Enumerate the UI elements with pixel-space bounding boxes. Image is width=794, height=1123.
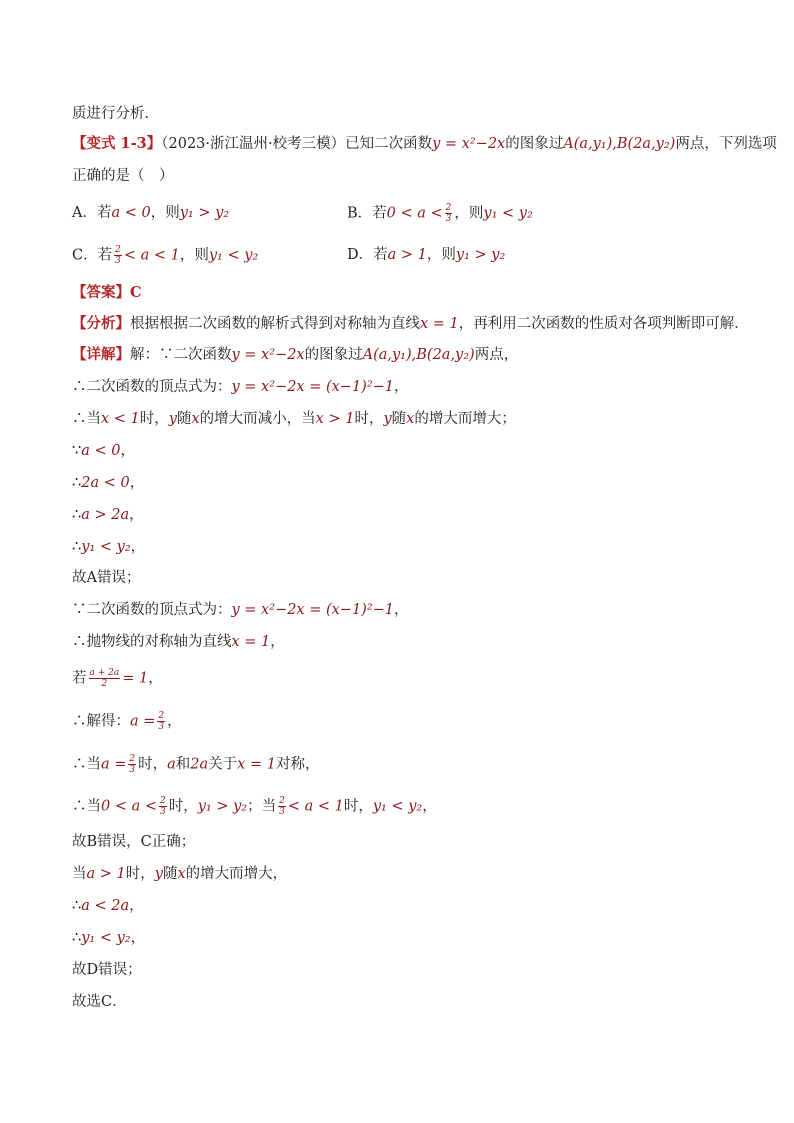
fraction: $\frac{a + 2a}{2}$ — [89, 668, 120, 689]
detail-line-8: 故A错误； — [72, 570, 141, 586]
detail-line-6: ∴a > 2a， — [72, 507, 144, 523]
detail-line-5: ∴2a < 0， — [72, 475, 145, 491]
question-points: A(a,y₁),B(2a,y₂) — [563, 136, 676, 152]
option-a: A．若a < 0，则y₁ > y₂ — [72, 205, 230, 221]
detail-line-7: ∴y₁ < y₂， — [72, 539, 146, 555]
answer-value: C — [130, 284, 142, 301]
question-source: （2023·浙江温州·校考三模） — [161, 136, 346, 152]
detail-line-3: ∴当x < 1时，y随x的增大而减小，当x > 1时，y随x的增大而增大； — [72, 411, 516, 427]
fraction: $\frac{2}{3}$ — [445, 203, 452, 224]
detail-line-2: ∴二次函数的顶点式为：y = x²−2x = (x−1)²−1， — [72, 379, 409, 395]
detail-line-20: 故选C． — [72, 994, 127, 1010]
detail-line-12: ∴解得：a = $\frac{2}{3}$ ， — [72, 711, 182, 732]
fraction: $\frac{2}{3}$ — [158, 711, 165, 732]
option-d: D．若a > 1，则y₁ > y₂ — [347, 247, 506, 263]
detail-line-14: ∴当0 < a < $\frac{2}{3}$ 时，y₁ > y₂；当 $\frac{2}{3}$ < a < 1时，y₁ < y₂， — [72, 796, 437, 817]
question-tag: 【变式 1-3】 — [72, 135, 162, 152]
detail-line-16: 当a > 1时，y随x的增大而增大， — [72, 866, 288, 882]
fraction: $\frac{2}{3}$ — [279, 796, 285, 817]
detail-line-4: ∵a < 0， — [72, 443, 135, 459]
detail-line-11: 若 $\frac{a + 2a}{2}$ = 1， — [72, 668, 163, 689]
detail-line-17: ∴a < 2a， — [72, 898, 144, 914]
detail-line-1: 【详解】解：∵二次函数y = x²−2x的图象过A(a,y₁),B(2a,y₂)两点， — [72, 346, 519, 363]
question-line-1: 【变式 1-3】（2023·浙江温州·校考三模）已知二次函数y = x²−2x的图象过A(a,y₁),B(2a,y₂)两点，下列选项 — [72, 135, 777, 152]
fraction: $\frac{2}{3}$ — [115, 245, 121, 266]
answer-line — [72, 283, 734, 303]
analysis-line: 【分析】根据根据二次函数的解析式得到对称轴为直线x = 1，再利用二次函数的性质对各项判断即可解． — [72, 315, 749, 332]
detail-line-19: 故D错误； — [72, 962, 142, 978]
analysis-tag: 【分析】 — [72, 315, 130, 332]
detail-line-13: ∴当a = $\frac{2}{3}$ 时，a和2a关于x = 1对称， — [72, 754, 320, 775]
intro-text: 质进行分析． — [72, 106, 159, 122]
detail-line-18: ∴y₁ < y₂， — [72, 930, 146, 946]
option-c: C．若 $\frac{2}{3}$ < a < 1，则y₁ < y₂ — [72, 245, 259, 266]
detail-line-10: ∴抛物线的对称轴为直线x = 1， — [72, 634, 285, 650]
detail-line-9: ∵二次函数的顶点式为：y = x²−2x = (x−1)²−1， — [72, 602, 409, 618]
question-line-2: 正确的是（ ） — [72, 168, 174, 184]
fraction: $\frac{2}{3}$ — [160, 796, 166, 817]
question-function: y = x²−2x — [432, 136, 506, 152]
option-b: B．若0 < a < $\frac{2}{3}$ ，则y₁ < y₂ — [347, 203, 533, 224]
fraction: $\frac{2}{3}$ — [129, 754, 136, 775]
detail-line-15: 故B错误，C正确； — [72, 834, 196, 850]
answer-tag: 【答案】 — [72, 284, 130, 301]
detail-tag: 【详解】 — [72, 346, 130, 363]
